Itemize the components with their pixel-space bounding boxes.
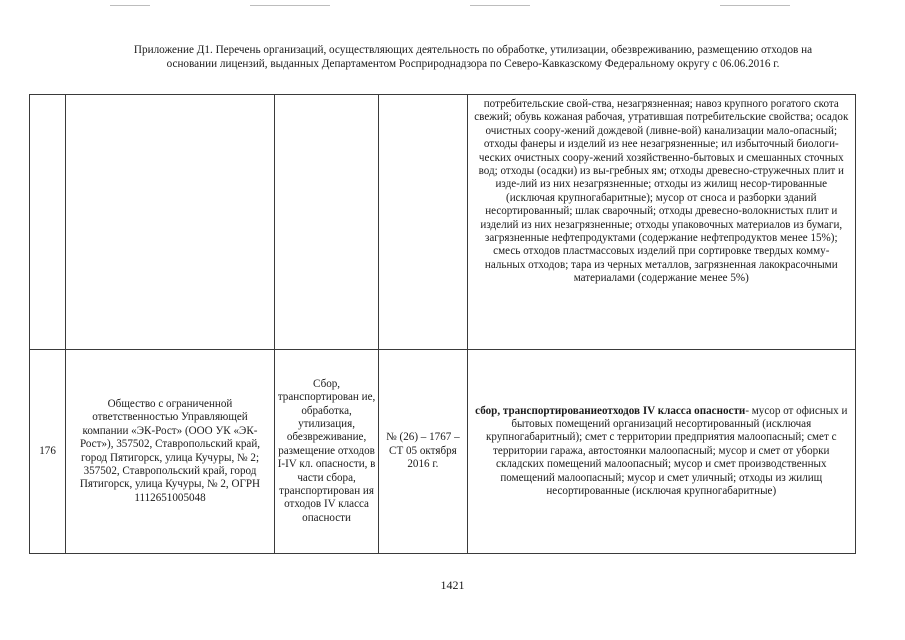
document-header bbox=[88, 43, 858, 71]
cell-waste-types: потребительские свой-ства, незагрязненная; навоз крупного рогатого скота свежий; обувь кожаная рабочая, утратившая потребительские свойства; осадок очистных соору-жений дождевой (ливне-вой) канализации мало-опасный; отходы фанеры и изделий из нее незагрязненные; ил избыточный биологи-ческих очистных соору-жений хозяйственно-бытовых и смешанных сточных вод; отходы (осадки) из вы-гребных ям; отходы древесно-стружечных плит и изде-лий из них незагрязненные; отходы из жилищ несор-тированные (исключая крупногабаритные); мусор от сноса и разборки зданий несортированный; шлак сварочный; отходы древесно-волокнистых плит и изделий из них незагрязненные; отходы упаковочных материалов из бумаги, загрязненные нефтепродуктами (содержание нефтепродуктов менее 15%); смесь отходов пластмассовых изделий при сортировке твердых комму-нальных отходов; тара из черных металлов, загрязненная лакокрасочными материалами (содержание менее 5%) bbox=[467, 95, 855, 350]
cell-activity: Сбор, транспортирован ие, обработка, утилизация, обезвреживание, размещение отходов I-IV кл. опасности, в части сбора, транспортирован ия отходов IV класса опасности bbox=[274, 350, 378, 554]
cell-activity bbox=[274, 95, 378, 350]
cell-waste-types bbox=[467, 350, 855, 554]
scan-artifact bbox=[250, 5, 330, 6]
header-line-1: Приложение Д1. Перечень организаций, осуществляющих деятельность по обработке, утилизации, обезвреживанию, размещению отходов на bbox=[133, 44, 813, 56]
cell-organization: Общество с ограниченной ответственностью Управляющей компании «ЭК-Рост» (ООО УК «ЭК-Рост»), 357502, Ставропольский край, город Пятигорск, улица Кучуры, № 2; 357502, Ставропольский край, город Пятигорск, улица Кучуры, № 2, ОГРН 1112651005048 bbox=[66, 350, 275, 554]
organizations-table bbox=[29, 94, 856, 554]
page-number: 1421 bbox=[440, 578, 465, 592]
table-row-continuation bbox=[30, 95, 856, 350]
header-line-2: основании лицензий, выданных Департаментом Росприроднадзора по Северо-Кавказскому Федеральному округу с 06.06.2016 г. bbox=[166, 58, 780, 70]
cell-number bbox=[30, 95, 66, 350]
cell-license bbox=[379, 95, 467, 350]
table-row-176 bbox=[30, 350, 856, 554]
waste-list: - мусор от офисных и бытовых помещений организаций несортированный (исключая крупногабаритный); смет с территории предприятия малоопасный; смет с территории гаража, автостоянки малоопасный; мусор и смет от уборки складских помещений малоопасный; мусор и смет производственных помещений малоопасный; мусор и смет уличный; отходы из жилищ несортированные (исключая крупногабаритные) bbox=[486, 404, 848, 498]
waste-activity-bold: сбор, транспортированиеотходов IV класса опасности bbox=[475, 404, 746, 417]
cell-number: 176 bbox=[30, 350, 66, 554]
scan-artifact bbox=[470, 5, 530, 6]
cell-organization bbox=[66, 95, 275, 350]
cell-license: № (26) – 1767 – СТ 05 октября 2016 г. bbox=[379, 350, 467, 554]
scan-artifact bbox=[720, 5, 790, 6]
scan-artifact bbox=[110, 5, 150, 6]
